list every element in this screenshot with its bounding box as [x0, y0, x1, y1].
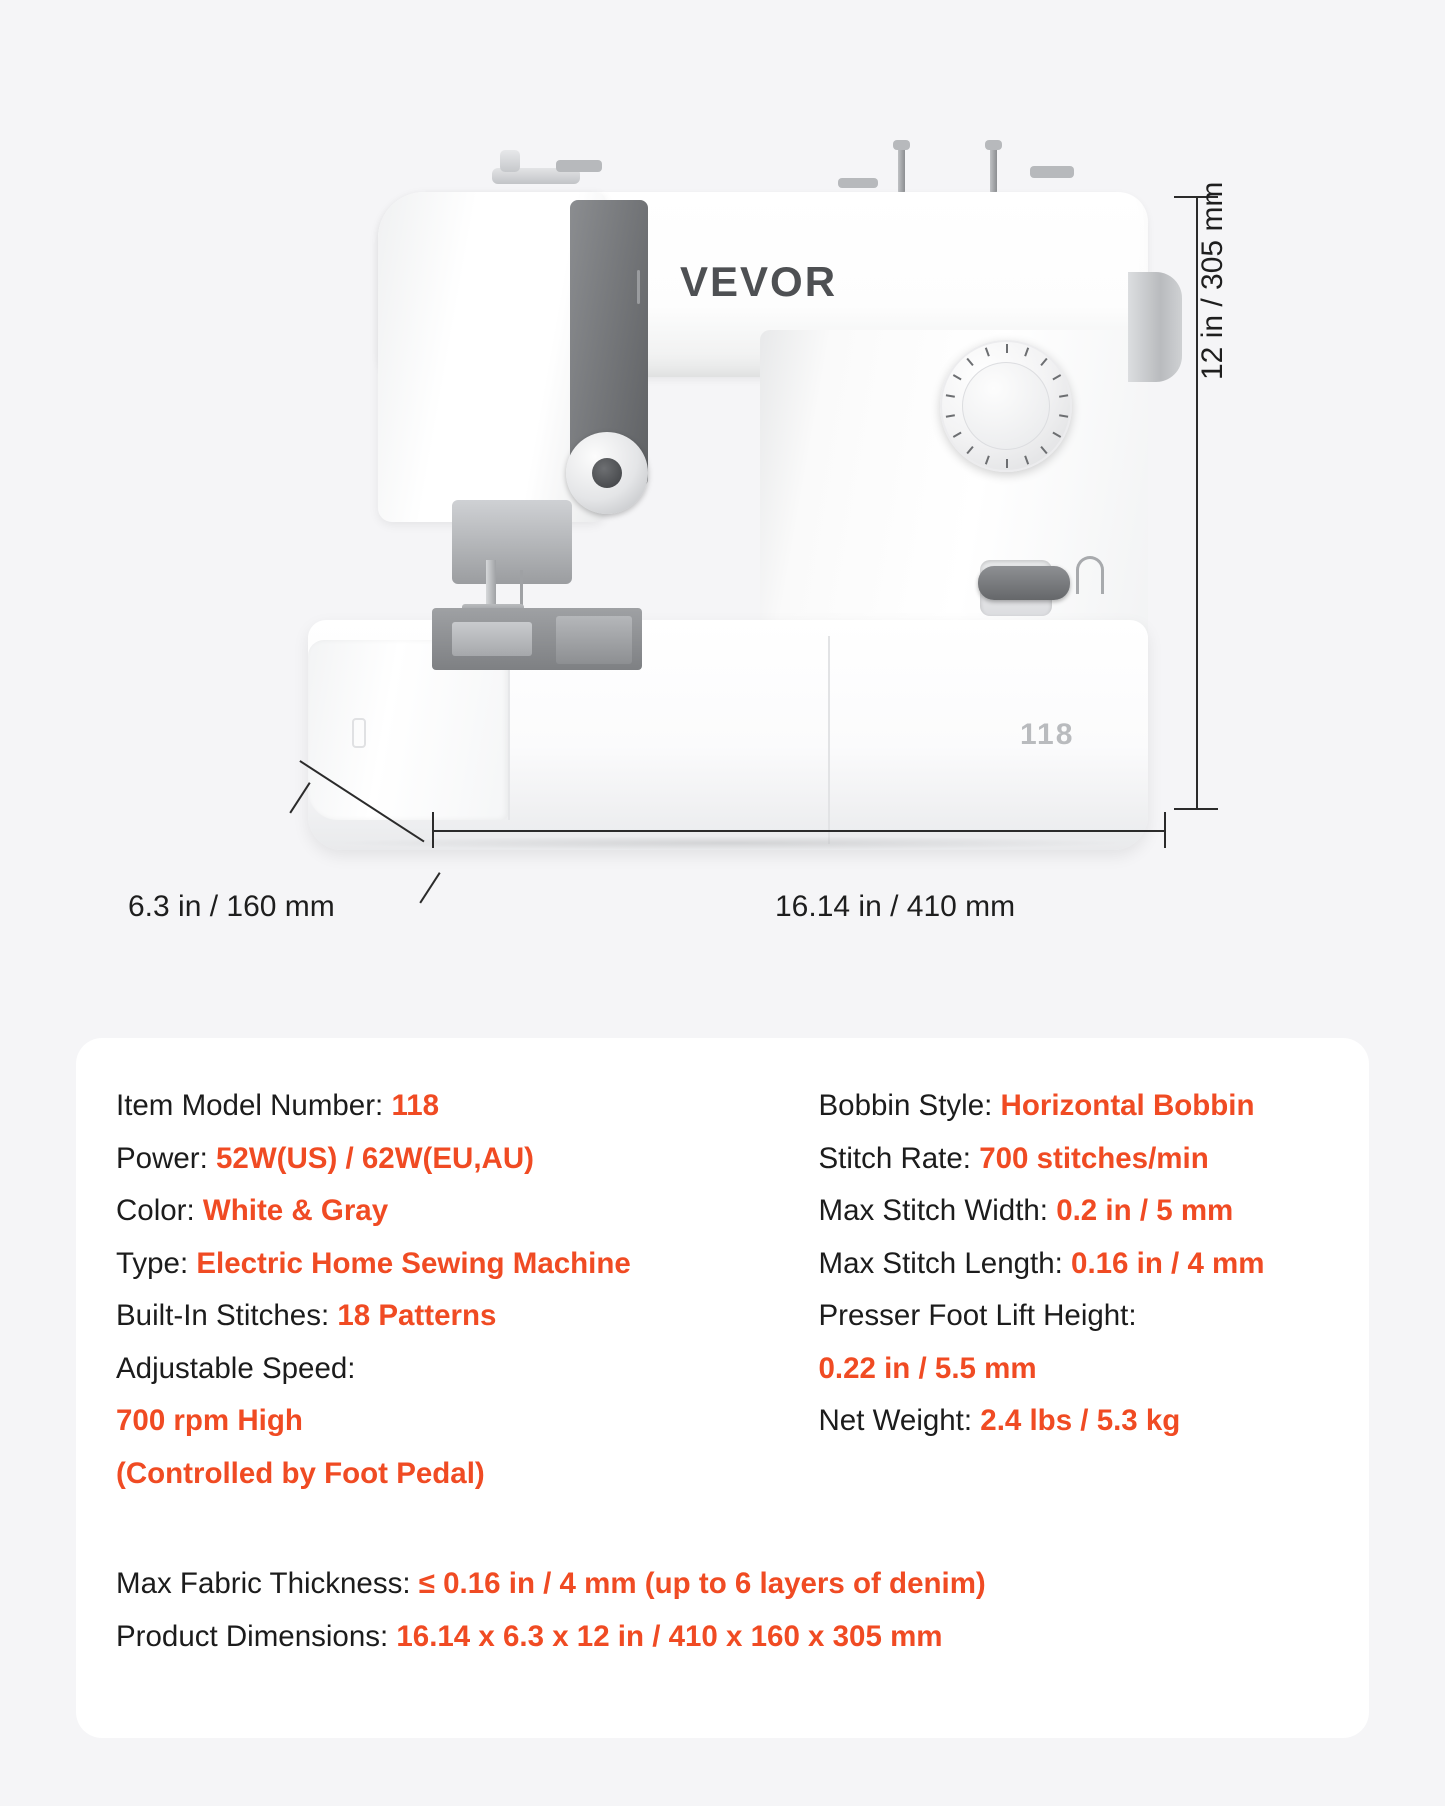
spec-label: Net Weight:	[818, 1404, 981, 1437]
bobbin-winder-cap	[985, 140, 1002, 150]
spec-value: 0.22 in / 5.5 mm	[818, 1351, 1037, 1385]
spec-label: Adjustable Speed:	[116, 1351, 356, 1385]
specifications-card	[76, 1038, 1369, 1738]
drop-shadow	[330, 836, 1130, 850]
spec-value: ≤ 0.16 in / 4 mm (up to 6 layers of denim)	[418, 1567, 986, 1600]
spec-columns	[116, 1080, 1329, 1500]
storage-latch-icon	[352, 718, 366, 748]
spec-row	[116, 1290, 723, 1343]
height-dimension-label: 12 in / 305 mm	[1196, 181, 1229, 380]
spec-value: 16.14 x 6.3 x 12 in / 410 x 160 x 305 mm	[396, 1619, 943, 1653]
spec-row	[819, 1080, 1330, 1133]
brand-logo: VEVOR	[680, 258, 838, 305]
needle-bar-housing	[452, 500, 572, 584]
spec-label: Power:	[116, 1141, 217, 1175]
thread-take-up-guide	[556, 160, 602, 172]
spec-row	[819, 1238, 1330, 1291]
spool-pin-left	[898, 146, 905, 194]
spec-column-right	[723, 1080, 1330, 1500]
spec-row	[116, 1133, 723, 1186]
spool-pin-cap-left	[893, 140, 910, 150]
spec-row	[116, 1611, 1329, 1664]
spec-row	[819, 1343, 1330, 1396]
width-cap-left	[432, 812, 434, 848]
depth-dimension-label: 6.3 in / 160 mm	[128, 890, 335, 923]
spec-label: Max Stitch Width:	[818, 1194, 1057, 1227]
spec-value: 0.2 in / 5 mm	[1056, 1194, 1234, 1227]
spec-row	[819, 1395, 1330, 1448]
spec-label: Max Fabric Thickness:	[116, 1567, 419, 1600]
spec-full-width-rows	[116, 1558, 1329, 1663]
spec-row	[116, 1080, 723, 1133]
spec-row	[819, 1185, 1330, 1238]
spec-row	[116, 1558, 1329, 1611]
spec-row	[116, 1238, 723, 1291]
spec-row	[819, 1290, 1330, 1343]
spec-label: Max Stitch Length:	[818, 1246, 1072, 1280]
spec-value: White & Gray	[202, 1194, 389, 1227]
spec-label: Bobbin Style:	[818, 1089, 1001, 1122]
spec-label: Color:	[116, 1194, 203, 1227]
feed-dog-slot	[452, 622, 532, 656]
spec-label: Type:	[116, 1246, 197, 1280]
width-cap-right	[1164, 812, 1166, 848]
spec-column-left	[116, 1080, 723, 1500]
spec-label: Stitch Rate:	[818, 1141, 980, 1175]
spec-value: 18 Patterns	[337, 1299, 497, 1332]
thread-guide-hook	[500, 150, 520, 172]
spec-value: 0.16 in / 4 mm	[1071, 1246, 1265, 1280]
stitch-dial-knob	[962, 362, 1050, 450]
spec-label: Product Dimensions:	[116, 1619, 397, 1653]
spec-row	[116, 1185, 723, 1238]
spec-value: 118	[391, 1089, 440, 1122]
handwheel	[1128, 272, 1182, 382]
bed-seam	[828, 636, 830, 844]
thread-tension-dial	[566, 432, 648, 514]
spec-value: 700 rpm High	[116, 1404, 303, 1437]
spec-value: 700 stitches/min	[979, 1141, 1209, 1175]
bobbin-cover-plate	[556, 616, 632, 664]
spec-value: Horizontal Bobbin	[1000, 1089, 1255, 1122]
spec-value: (Controlled by Foot Pedal)	[116, 1456, 485, 1490]
spec-row	[116, 1448, 723, 1501]
height-cap-bottom	[1174, 808, 1218, 810]
bobbin-winder-pin	[990, 146, 997, 194]
width-dimension-label: 16.14 in / 410 mm	[775, 890, 1016, 923]
spec-label: Item Model Number:	[116, 1089, 392, 1122]
model-badge: 118	[1020, 718, 1075, 751]
spec-row	[819, 1133, 1330, 1186]
spec-value: 2.4 lbs / 5.3 kg	[980, 1404, 1181, 1437]
accessory-box-seam	[508, 644, 510, 820]
spec-value: 52W(US) / 62W(EU,AU)	[216, 1141, 534, 1175]
stitch-pattern-dial	[940, 340, 1072, 472]
spec-label: Built-In Stitches:	[116, 1299, 338, 1332]
spec-row	[116, 1343, 723, 1396]
spec-row	[116, 1395, 723, 1448]
spec-label: Presser Foot Lift Height:	[818, 1299, 1137, 1332]
tension-dial-ticks	[566, 432, 648, 514]
upper-thread-guide	[838, 178, 878, 188]
width-dimension-line	[432, 830, 1166, 832]
reverse-arrow-icon	[1076, 556, 1104, 594]
reverse-stitch-lever	[978, 566, 1070, 600]
bobbin-winder-stopper	[1030, 166, 1074, 178]
spec-value: Electric Home Sewing Machine	[196, 1246, 631, 1280]
